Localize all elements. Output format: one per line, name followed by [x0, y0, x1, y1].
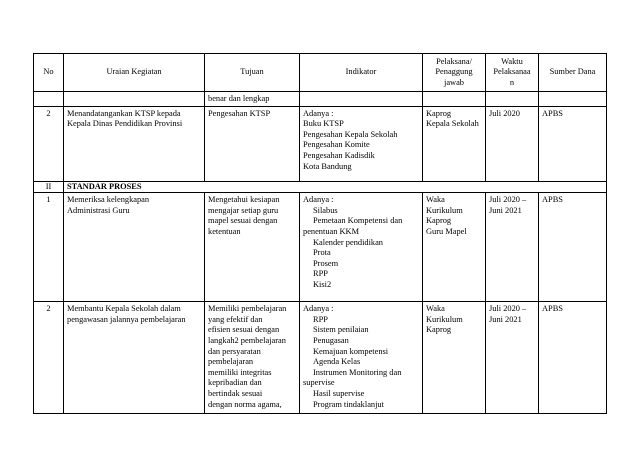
sumber-cell: APBS: [539, 193, 607, 302]
waktu-cell: Juli 2020 – Juni 2021: [486, 302, 539, 414]
row-number: 2: [34, 106, 64, 181]
pelaksana-cell: Kaprog Kepala Sekolah: [423, 106, 486, 181]
uraian-cell: Memeriksa kelengkapan Administrasi Guru: [64, 193, 205, 302]
table-row: [34, 302, 607, 414]
header-pelaksana: Pelaksana/ Penaggung jawab: [423, 54, 486, 92]
section-number: II: [34, 181, 64, 193]
tujuan-cell: Memiliki pembelajaran yang efektif dan efisien sesuai dengan langkah2 pembelajaran dan persyaratan pembelajaran memiliki integritas kepribadian dan bertindak sesuai dengan norma agama,: [205, 302, 300, 414]
sumber-cell: APBS: [539, 106, 607, 181]
pelaksana-cell: Waka Kurikulum Kaprog: [423, 302, 486, 414]
uraian-cell: Menandatangankan KTSP kepada Kepala Dinas Pendidikan Provinsi: [64, 106, 205, 181]
pelaksana-cell: Waka Kurikulum Kaprog Guru Mapel: [423, 193, 486, 302]
row-number: 1: [34, 193, 64, 302]
table-row: [34, 92, 607, 107]
table-row: [34, 193, 607, 302]
section-title: STANDAR PROSES: [64, 181, 607, 193]
indikator-cell: Adanya : RPP Sistem penilaian Penugasan Kemajuan kompetensi Agenda Kelas Instrumen Monitoring dan supervise Hasil supervise Program tindaklanjut: [300, 302, 423, 414]
indikator-cell: Adanya : Buku KTSP Pengesahan Kepala Sekolah Pengesahan Komite Pengesahan Kadisdik Kota Bandung: [300, 106, 423, 181]
uraian-cell: Membantu Kepala Sekolah dalam pengawasan jalannya pembelajaran: [64, 302, 205, 414]
indikator-cell: Adanya : Silabus Pemetaan Kompetensi dan penentuan KKM Kalender pendidikan Prota Prosem RPP Kisi2: [300, 193, 423, 302]
header-no: No: [34, 54, 64, 92]
waktu-cell: Juli 2020 – Juni 2021: [486, 193, 539, 302]
header-waktu: Waktu Pelaksanaa n: [486, 54, 539, 92]
tujuan-cell: Pengesahan KTSP: [205, 106, 300, 181]
tujuan-cell: benar dan lengkap: [205, 92, 300, 107]
tujuan-cell: Mengetahui kesiapan mengajar setiap guru mapel sesuai dengan ketentuan: [205, 193, 300, 302]
header-tujuan: Tujuan: [205, 54, 300, 92]
sumber-cell: APBS: [539, 302, 607, 414]
section-row: [34, 181, 607, 193]
header-sumber: Sumber Dana: [539, 54, 607, 92]
table-row: [34, 106, 607, 181]
header-indikator: Indikator: [300, 54, 423, 92]
table-header: [34, 54, 607, 92]
header-uraian: Uraian Kegiatan: [64, 54, 205, 92]
waktu-cell: Juli 2020: [486, 106, 539, 181]
row-number: 2: [34, 302, 64, 414]
kegiatan-table: [33, 53, 607, 414]
